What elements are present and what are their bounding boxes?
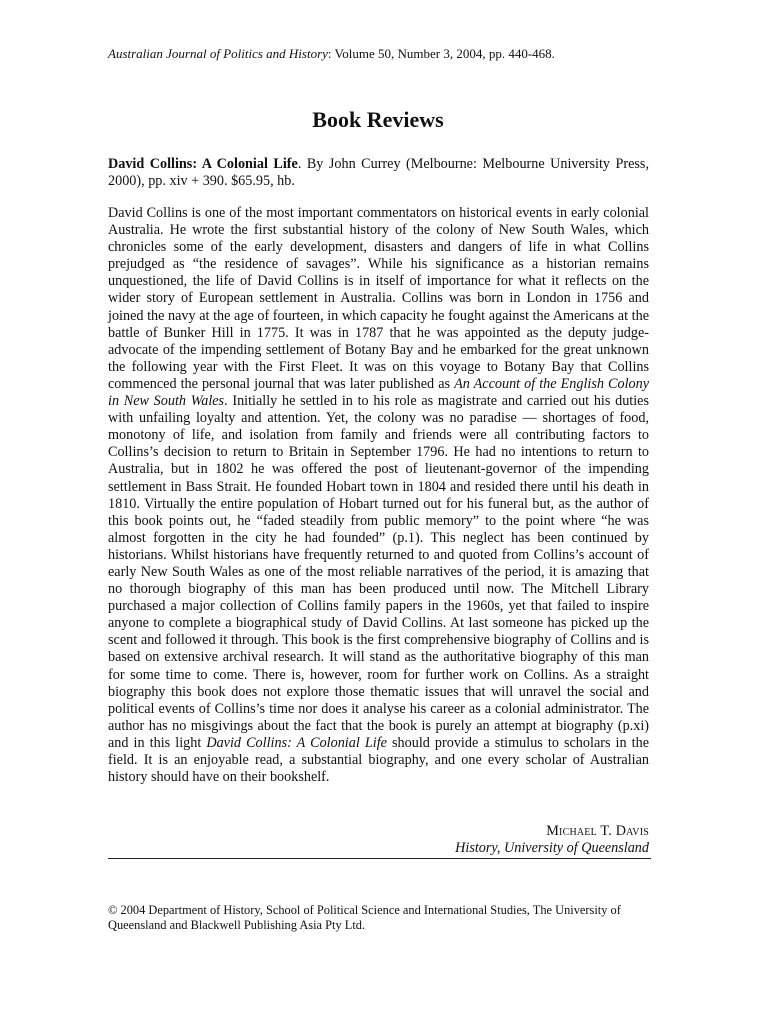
account-title: An Account of the English Colony in New South Wales <box>108 375 649 410</box>
running-header <box>108 46 555 62</box>
review-body <box>108 205 649 786</box>
issue-info: : Volume 50, Number 3, 2004, pp. 440-468. <box>327 46 555 61</box>
copyright-notice: © 2004 Department of History, School of Political Science and International Studies, The University of Queensland and Blackwell Publishing Asia Pty Ltd. <box>108 903 621 932</box>
book-citation <box>108 156 649 190</box>
reviewer-affiliation: History, University of Queensland <box>455 840 649 856</box>
divider-rule <box>108 858 651 859</box>
review-text-part-2: . Initially he settled in to his role as magistrate and carried out his duties with unfailing loyalty and attention. Yet, the colony was no paradise — shortages of food, monotony of life, and isolation from family and friends were all contributing factors to Collins’s decision to return to Britain in September 1796. He had no intentions to return to Australia, but in 1802 he was offered the post of lieutenant-governor of the impending settlement in Bass Strait. He founded Hobart town in 1804 and resided there until his death in 1810. Virtually the entire population of Hobart turned out for his funeral but, as the author of this book points out, he “faded steadily from public memory” to the point where “he was almost forgotten in the city he had founded” (p.1). This neglect has been continued by historians. Whilst historians have frequently returned to and quoted from Collins’s account of early New South Wales as one of the most reliable narratives of the period, it is amazing that no thorough biography of this man has been produced until now. The Mitchell Library purchased a major collection of Collins family papers in the 1960s, yet that failed to inspire anyone to complete a biographical study of David Collins. At last someone has picked up the scent and followed it through. This book is the first comprehensive biography of Collins and is based on extensive archival research. It will stand as the authoritative biography of this man for some time to come. There is, however, room for further work on Collins. As a straight biography this book does not explore those thematic issues that will unravel the social and political events of Collins’s time nor does it analyse his career as a colonial administrator. The author has no misgivings about the fact that the book is purely an attempt at biography (p.xi) and in this light <box>108 393 649 751</box>
book-title-inline: David Collins: A Colonial Life <box>206 734 387 751</box>
reviewer-name: Michael T. Davis <box>546 823 649 839</box>
review-text-part-1: David Collins is one of the most important commentators on historical events in early colonial Australia. He wrote the first substantial history of the colony of New South Wales, which chronicles some of the early development, disasters and dangers of life in what Collins prejudged as “the residence of savages”. While his significance as a historian remains unquestioned, the life of David Collins is in itself of importance for what it reflects on the wider story of European settlement in Australia. Collins was born in London in 1756 and joined the navy at the age of fourteen, in which capacity he fought against the Americans at the battle of Bunker Hill in 1775. It was in 1787 that he was appointed as the deputy judge-advocate of the impending settlement of Botany Bay and he embarked for the great unknown the following year with the First Fleet. It was on this voyage to Botany Bay that Collins commenced the personal journal that was later published as <box>108 205 649 392</box>
journal-name: Australian Journal of Politics and History <box>108 46 328 61</box>
book-citation-details: . By John Currey (Melbourne: Melbourne University Press, 2000), pp. xiv + 390. $65.95, hb. <box>108 156 649 189</box>
review-text-part-3: should provide a stimulus to scholars in the field. It is an enjoyable read, a substantial biography, and one every scholar of Australian history should have on their bookshelf. <box>108 734 650 786</box>
reviewer-signature <box>455 823 649 857</box>
section-title: Book Reviews <box>312 107 444 132</box>
book-title: David Collins: A Colonial Life <box>108 156 298 172</box>
